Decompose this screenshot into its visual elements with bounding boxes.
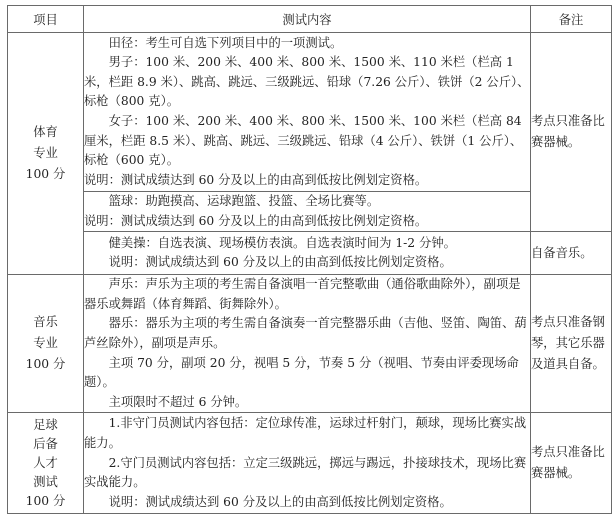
music-note: 考点只准备钢琴，其它乐器及道具自备。 — [531, 275, 612, 413]
music-category: 音乐 专业 100 分 — [8, 275, 84, 413]
pe-note-equipment: 考点只准备比赛器械。 — [531, 33, 612, 232]
header-item: 项目 — [8, 6, 84, 33]
football-row — [8, 413, 612, 514]
pe-row-athletics — [8, 33, 612, 192]
football-content: 1.非守门员测试内容包括：定位球传准，运球过杆射门，颠球，现场比赛实战能力。 2.守门员测试内容包括：立定三级跳远，掷远与踢远，扑接球技术，现场比赛实战能力。 说明：测试成绩达到 60 分及以上的由高到低按比例划定资格。 — [84, 413, 531, 514]
pe-basketball-content: 篮球：助跑摸高、运球跑篮、投篮、全场比赛等。 说明：测试成绩达到 60 分及以上的由高到低按比例划定资格。 — [84, 192, 531, 232]
pe-note-music: 自备音乐。 — [531, 232, 612, 275]
header-row — [8, 6, 612, 33]
exam-table — [7, 5, 612, 514]
pe-row-aerobics — [8, 232, 612, 275]
football-category: 足球 后备 人才 测试 100 分 — [8, 413, 84, 514]
header-content: 测试内容 — [84, 6, 531, 33]
music-row — [8, 275, 612, 413]
pe-athletics-content: 田径：考生可自选下列项目中的一项测试。 男子：100 米、200 米、400 米、800 米、1500 米、110 米栏（栏高 1 米，栏距 8.9 米）、跳高、跳远、三级跳远、铅球（7.26 公斤）、铁饼（2 公斤）、标枪（800 克）。 女子：100 米、200 米、400 米、800 米、1500 米、100 米栏（栏高 84 厘米，栏距 8.5 米）、跳高、跳远、三级跳远、铅球（4 公斤）、铁饼（1 公斤）、标枪（600 克）。 说明：测试成绩达到 60 分及以上的由高到低按比例划定资格。 — [84, 33, 531, 192]
music-content: 声乐：声乐为主项的考生需自备演唱一首完整歌曲（通俗歌曲除外），副项是器乐或舞蹈（体育舞蹈、街舞除外）。 器乐：器乐为主项的考生需自备演奏一首完整器乐曲（吉他、竖笛、陶笛、葫芦丝除外），副项是声乐。 主项 70 分，副项 20 分，视唱 5 分，节奏 5 分（视唱、节奏由评委现场命题）。 主项限时不超过 6 分钟。 — [84, 275, 531, 413]
header-remark: 备注 — [531, 6, 612, 33]
pe-row-basketball — [8, 192, 612, 232]
football-note: 考点只准备比赛器械。 — [531, 413, 612, 514]
pe-aerobics-content: 健美操：自选表演、现场模仿表演。自选表演时间为 1-2 分钟。 说明：测试成绩达到 60 分及以上的由高到低按比例划定资格。 — [84, 232, 531, 275]
pe-category: 体育 专业 100 分 — [8, 33, 84, 275]
